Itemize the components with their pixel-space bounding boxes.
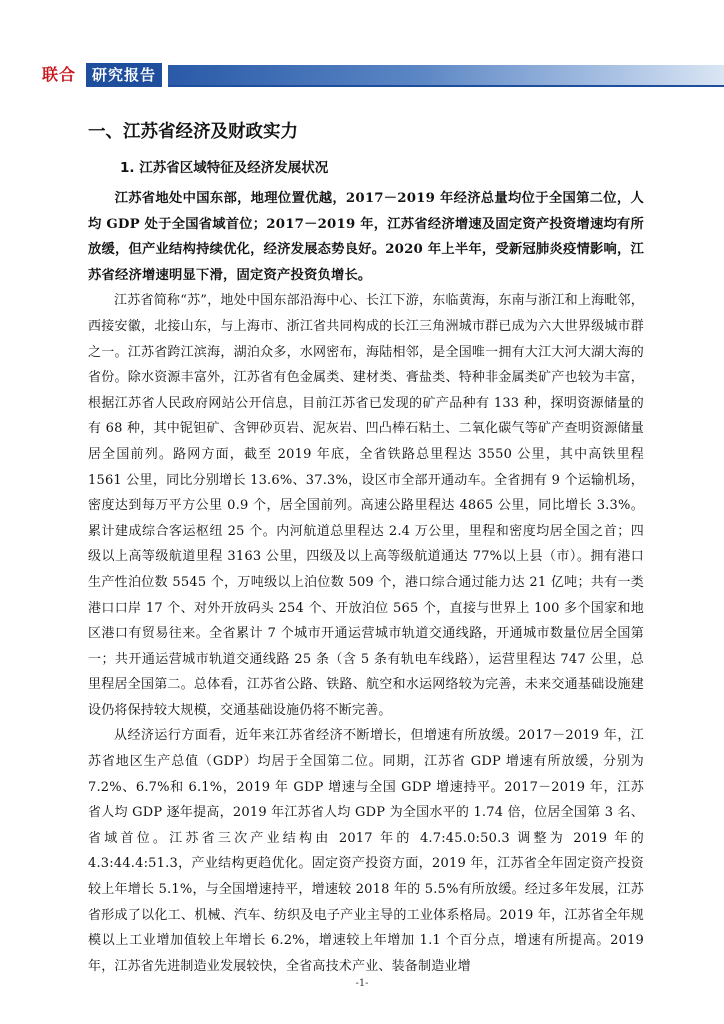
body-paragraph-geography: 江苏省简称“苏”，地处中国东部沿海中心、长江下游，东临黄海，东南与浙江和上海毗邻，西接安徽，北接山东，与上海市、浙江省共同构成的长江三角洲城市群已成为六大世界级城市群之一。江苏省跨江滨海，湖泊众多，水网密布，海陆相邻，是全国唯一拥有大江大河大湖大海的省份。除水资源丰富外，江苏省有色金属类、建材类、膏盐类、特种非金属类矿产也较为丰富，根据江苏省人民政府网站公开信息，目前江苏省已发现的矿产品种有 133 种，探明资源储量的有 68 种，其中铌钽矿、含钾砂页岩、泥灰岩、凹凸棒石粘土、二氧化碳气等矿产查明资源储量居全国前列。路网方面，截至 2019 年底，全省铁路总里程达 3550 公里，其中高铁里程 1561 公里，同比分别增长 13.6%、37.3%，设区市全部开通动车。全省拥有 9 个运输机场，密度达到每万平方公里 0.9 个，居全国前列。高速公路里程达 4865 公里，同比增长 3.3%。累计建成综合客运枢纽 25 个。内河航道总里程达 2.4 万公里，里程和密度均居全国之首；四级以上高等级航道里程 3163 公里，四级及以上高等级航道通达 77%以上县（市）。拥有港口生产性泊位数 5545 个，万吨级以上泊位数 509 个，港口综合通过能力达 21 亿吨；共有一类港口口岸 17 个、对外开放码头 254 个、开放泊位 565 个，直接与世界上 100 多个国家和地区港口有贸易往来。全省累计 7 个城市开通运营城市轨道交通线路，开通城市数量位居全国第一；共开通运营城市轨道交通线路 25 条（含 5 条有轨电车线路），运营里程达 747 公里，总里程居全国第二。总体看，江苏省公路、铁路、航空和水运网络较为完善，未来交通基础设施建设仍将保持较大规模，交通基础设施仍将不断完善。 (88, 293, 644, 718)
subsection-title: 1. 江苏省区域特征及经济发展状况 (120, 160, 329, 176)
document-body (88, 120, 644, 979)
body-paragraph-economy: 从经济运行方面看，近年来江苏省经济不断增长，但增速有所放缓。2017－2019 年，江苏省地区生产总值（GDP）均居于全国第二位。同期，江苏省 GDP 增速有所放缓，分别为 7.2%、6.7%和 6.1%，2019 年 GDP 增速与全国 GDP 增速持平。2017－2019 年，江苏省人均 GDP 逐年提高，2019 年江苏省人均 GDP 为全国水平的 1.74 倍，位居全国第 3 名、省域首位。江苏省三次产业结构由 2017 年的 4.7:45.0:50.3 调整为 2019 年的 4.3:44.4:51.3，产业结构更趋优化。固定资产投资方面，2019 年，江苏省全年固定资产投资较上年增长 5.1%，与全国增速持平，增速较 2018 年的 5.5%有所放缓。经过多年发展，江苏省形成了以化工、机械、汽车、纺织及电子产业主导的工业体系格局。2019 年，江苏省全年规模以上工业增加值较上年增长 6.2%，增速较上年增加 1.1 个百分点，增速有所提高。2019 年，江苏省先进制造业发展较快，全省高技术产业、装备制造业增 (88, 728, 644, 974)
brand-report-label: 研究报告 (86, 63, 162, 87)
page-number: -1- (355, 978, 369, 989)
section-title: 一、江苏省经济及财政实力 (88, 122, 298, 142)
brand-name: 联合 (42, 65, 77, 84)
report-header (0, 63, 724, 87)
summary-paragraph: 江苏省地处中国东部，地理位置优越，2017－2019 年经济总量均位于全国第二位，人均 GDP 处于全国省域首位；2017－2019 年，江苏省经济增速及固定资产投资增速均有所放缓，但产业结构持续优化，经济发展态势良好。2020 年上半年，受新冠肺炎疫情影响，江苏省经济增速明显下滑，固定资产投资负增长。 (88, 191, 644, 283)
header-underline (168, 85, 724, 87)
header-gradient-bar (168, 65, 724, 85)
